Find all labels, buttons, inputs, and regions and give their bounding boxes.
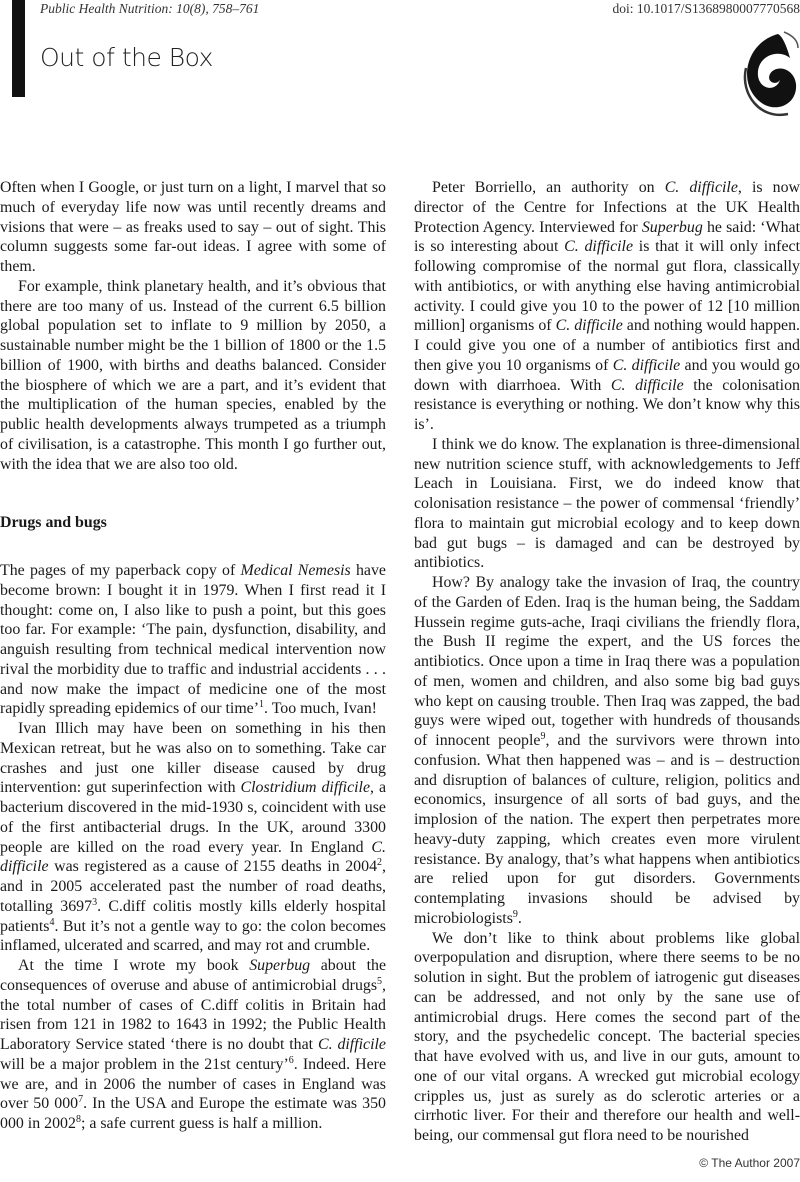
reference-superscript[interactable]: 2 xyxy=(377,857,383,869)
reference-superscript[interactable]: 9 xyxy=(512,908,518,920)
reference-superscript[interactable]: 5 xyxy=(377,975,383,987)
paragraph xyxy=(414,178,800,435)
section-heading xyxy=(0,513,386,533)
text-run: is that it will only infect following compromise of the normal gut flora, classically with antibiotics, or with anything else having antimicrobial activity. I could give you 10 to the power of 12 [10 million million] organisms of xyxy=(414,238,800,335)
text-run: Ivan Illich may have been on something in his then Mexican retreat, but he was also on to something. Take car crashes and just one killer disease caused by drug intervention: gut superinfection with xyxy=(0,720,386,797)
italic-text: C. difficile xyxy=(664,179,738,196)
section-title: Out of the Box xyxy=(40,43,213,72)
text-run: will be a major problem in the 21st century’ xyxy=(0,1055,289,1073)
text-run: Often when I Google, or just turn on a light, I marvel that so much of everyday life now was until recently dreams and visions that were – as freaks used to say – out of sight. This column suggests some far-out ideas. I agree with some of them. xyxy=(0,179,386,275)
text-run: . C.diff colitis mostly kills elderly hospital patients xyxy=(0,897,386,935)
text-run: . But it’s not a gentle way to go: the colon becomes inflamed, ulcerated and scarred, and may rot and crumble. xyxy=(0,917,386,955)
italic-text: Clostridium difficile xyxy=(240,779,370,797)
text-run: have become brown: I bought it in 1979. When I first read it I thought: come on, I also like to push a point, but this goes too far. For example: ‘The pain, dysfunction, disability, and anguish resulting from technical medical intervention now rival the morbidity due to traffic and industrial accidents . . . and now make the impact of medicine one of the most rapidly spreading epidemics of our time’ xyxy=(0,562,386,718)
reference-superscript[interactable]: 9 xyxy=(540,731,546,742)
text-run: , and in 2005 accelerated past the number of road deaths, totalling 3697 xyxy=(0,858,386,915)
text-run: . In the USA and Europe the estimate was 350 000 in 2002 xyxy=(0,1095,386,1132)
text-run: about the consequences of overuse and abuse of antimicrobial drugs xyxy=(0,957,386,994)
swirl-logo-icon xyxy=(738,28,800,120)
paragraph xyxy=(414,435,800,573)
section-marker-bar xyxy=(12,0,25,97)
journal-citation: Public Health Nutrition: 10(8), 758–761 xyxy=(40,1,260,16)
italic-text: C. difficile xyxy=(555,317,623,335)
right-column xyxy=(414,178,800,1146)
text-run: At the time I wrote my book xyxy=(18,957,250,974)
text-run: and nothing would happen. I could give you one of a number of antibiotics first and then give you 10 organisms of xyxy=(414,317,800,374)
paragraph xyxy=(414,929,800,1146)
italic-text: Superbug xyxy=(249,957,311,974)
reference-superscript[interactable]: 1 xyxy=(259,699,265,711)
copyright-notice: © The Author 2007 xyxy=(699,1156,800,1170)
text-run: . Too much, Ivan! xyxy=(264,700,377,718)
paragraph xyxy=(0,719,386,956)
left-column xyxy=(0,178,386,1134)
text-run: The pages of my paperback copy of xyxy=(0,562,241,579)
paragraph xyxy=(0,956,386,1134)
text-run: he said: ‘What is so interesting about xyxy=(414,218,800,256)
text-run: , and the survivors were thrown into confusion. What then happened was – and is – destruction and disruption of balances of culture, religion, politics and economics, insurgence of all sorts of bad guys, and the implosion of the nation. The expert then perpetrates more heavy-duty zapping, which creates even more virulent resistance. By analogy, that’s what happens when antibiotics are relied upon for gut disorders. Governments contemplating invasions should be advised by microbiologists xyxy=(414,732,800,927)
paragraph xyxy=(0,561,386,719)
text-run: , is now director of the Centre for Infections at the UK Health Protection Agency. Interviewed for xyxy=(414,179,800,236)
italic-text: C. difficile xyxy=(610,376,684,394)
reference-superscript[interactable]: 3 xyxy=(92,896,98,908)
paragraph xyxy=(0,178,386,277)
text-run: was registered as a cause of 2155 deaths in 2004 xyxy=(48,858,378,876)
italic-text: C. difficile xyxy=(612,356,681,374)
text-run: I think we do know. The explanation is three-dimensional new nutrition science stuff, with acknowledgements to Jeff Leach in Louisiana. First, we do indeed know that colonisation resistance – the power of commensal ‘friendly’ flora to maintain gut microbial ecology and to keep down bad gut bugs – is damaged and can be destroyed by antibiotics. xyxy=(414,435,800,572)
text-run: . Indeed. Here we are, and in 2006 the number of cases in England was over 50 000 xyxy=(0,1055,387,1113)
doi-link[interactable]: doi: 10.1017/S1368980007770568 xyxy=(612,1,800,16)
reference-superscript[interactable]: 4 xyxy=(49,916,55,928)
text-run: For example, think planetary health, and it’s obvious that there are too many of us. Instead of the current 6.5 billion global population set to inflate to 9 million by 2050, a sustainable number might be the 1 billion of 1800 or the 1.5 billion of 1900, with births and deaths balanced. Consider the biosphere of which we are a part, and it’s evident that the multiplication of the human species, enabled by the public health developments always trumpeted as a triumph of civilisation, is a catastrophe. This month I go further out, with the idea that we are also too old. xyxy=(0,277,386,473)
reference-superscript[interactable]: 7 xyxy=(78,1094,84,1106)
italic-text: Superbug xyxy=(641,218,703,236)
italic-text: C. difficile xyxy=(564,238,634,256)
reference-superscript[interactable]: 6 xyxy=(288,1054,294,1066)
text-run: , a bacterium discovered in the mid-1930 s, coincident with use of the first antibacterial drugs. In the UK, around 3300 people are killed on the road every year. In England xyxy=(0,779,386,856)
text-run: and you would go down with diarrhoea. With xyxy=(414,356,800,394)
text-run: How? By analogy take the invasion of Iraq, the country of the Garden of Eden. Iraq is the human being, the Saddam Hussein regime guts-ache, Iraqi civilians the friendly flora, the Bush II regime the expert, and the US forces the antibiotics. Once upon a time in Iraq there was a population of men, women and children, and also some big bad guys who kept on causing trouble. Then Iraq was zapped, the bad guys were wiped out, together with hundreds of thousands of innocent people xyxy=(414,574,800,749)
text-run: . xyxy=(517,909,522,927)
paragraph xyxy=(0,277,386,475)
text-run: We don’t like to think about problems like global overpopulation and disruption, where there seems to be no solution in sight. But the problem of iatrogenic gut diseases can be addressed, and not only by the sane use of antimicrobial drugs. Here comes the second part of the story, and the psychedelic concept. The bacterial species that have evolved with us, and live in our guts, amount to one of our vital organs. A wrecked gut microbial ecology cripples us, just as surely as do sclerotic arteries or a cirrhotic liver. For their and therefore our health and well-being, our commensal gut flora need to be nourished xyxy=(414,929,800,1144)
italic-text: C. difficile xyxy=(317,1036,386,1053)
italic-text: Medical Nemesis xyxy=(240,562,351,579)
italic-text: C. difficile xyxy=(0,838,386,876)
text-run: the colonisation resistance is everything or nothing. We don’t know why this is’. xyxy=(414,376,800,433)
text-run: Peter Borriello, an authority on xyxy=(432,179,665,196)
reference-superscript[interactable]: 8 xyxy=(75,1114,81,1125)
paragraph xyxy=(414,573,800,929)
text-run: ; a safe current guess is half a million. xyxy=(80,1115,323,1132)
text-run: , the total number of cases of C.diff colitis in Britain had risen from 121 in 1982 to 1643 in 1992; the Public Health Laboratory Service stated ‘there is no doubt that xyxy=(0,976,386,1053)
text-run: Drugs and bugs xyxy=(0,514,107,532)
